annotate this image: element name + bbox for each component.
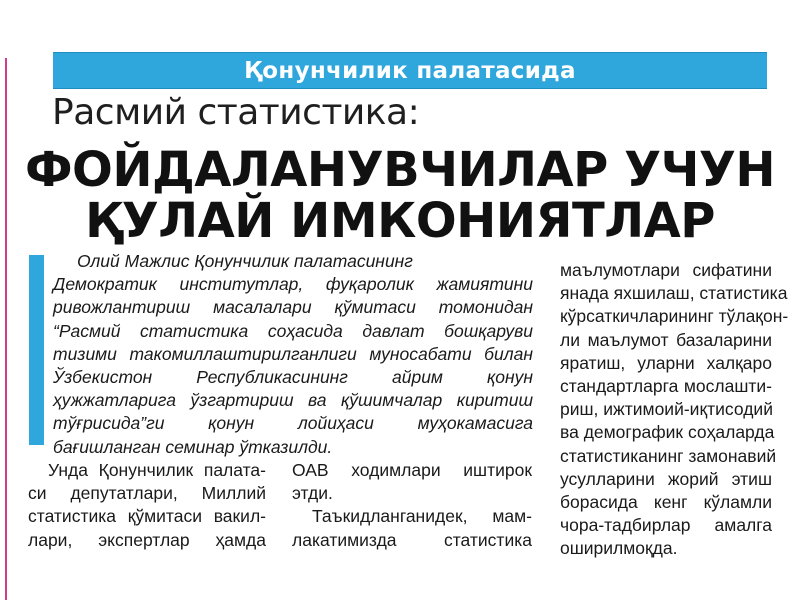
body-line: борасида кенг кўламли xyxy=(560,492,772,513)
body-line: янада яхшилаш, статистика xyxy=(560,283,788,304)
lead-line: тизими такомиллаштирилганлиги муносабати билан xyxy=(53,343,533,364)
margin-rule xyxy=(5,58,7,600)
lead-paragraph xyxy=(53,250,533,459)
body-line: кўрсаткичларининг тўлақон- xyxy=(560,306,789,327)
body-column-2 xyxy=(292,459,532,552)
article-kicker: Расмий статистика: xyxy=(52,92,420,133)
headline-line-1: ФОЙДАЛАНУВЧИЛАР УЧУН xyxy=(24,142,776,198)
lead-line: ривожлантириш масалалари қўмитаси томонидан xyxy=(53,297,533,318)
lead-line: бағишланган семинар ўтказилди. xyxy=(53,436,333,457)
lead-accent-bar xyxy=(29,255,44,445)
body-column-1 xyxy=(28,459,266,552)
body-line: Таъкидланганидек, мам- xyxy=(312,506,532,527)
body-line: лари, экспертлар ҳамда xyxy=(28,529,266,550)
lead-line: Ўзбекистон Республикасининг айрим қонун xyxy=(53,367,533,388)
section-banner xyxy=(53,52,767,89)
lead-line: “Расмий статистика соҳасида давлат бошқаруви xyxy=(53,320,533,341)
body-line: этди. xyxy=(292,483,333,504)
body-line: ОАВ ходимлари иштирок xyxy=(292,460,532,480)
body-line: стандартларга мослашти- xyxy=(560,376,772,397)
body-line: статистиканинг замонавий xyxy=(560,445,777,466)
body-line: чора-тадбирлар амалга xyxy=(560,515,772,536)
body-line: статистика қўмитаси вакил- xyxy=(28,506,266,527)
section-banner-label: Қонунчилик палатасида xyxy=(244,57,576,84)
body-column-3 xyxy=(560,259,789,561)
body-line: ва демографик соҳаларда xyxy=(560,422,775,443)
body-line: си депутатлари, Миллий xyxy=(28,483,266,504)
lead-line: Олий Мажлис Қонунчилик палатасининг xyxy=(77,251,413,271)
body-line: яратиш, уларни халқаро xyxy=(560,352,772,373)
body-line: лакатимизда статистика xyxy=(292,529,532,550)
body-line: риш, ижтимоий-иқтисодий xyxy=(560,399,773,420)
body-line: ли маълумот базаларини xyxy=(560,329,772,350)
lead-line: Демократик институтлар, фуқаролик жамиятини xyxy=(53,274,533,295)
body-line: маълумотлари сифатини xyxy=(560,260,772,280)
body-line: усулларини жорий этиш xyxy=(560,468,772,489)
body-line: оширилмоқда. xyxy=(560,538,678,559)
body-line: Унда Қонунчилик палата- xyxy=(48,460,266,480)
lead-line: тўғрисида”ги қонун лойиҳаси муҳокамасига xyxy=(53,413,533,434)
lead-line: ҳужжатларига ўзгартириш ва қўшимчалар киритиш xyxy=(53,390,533,411)
headline-line-2: ҚУЛАЙ ИМКОНИЯТЛАР xyxy=(85,193,715,249)
